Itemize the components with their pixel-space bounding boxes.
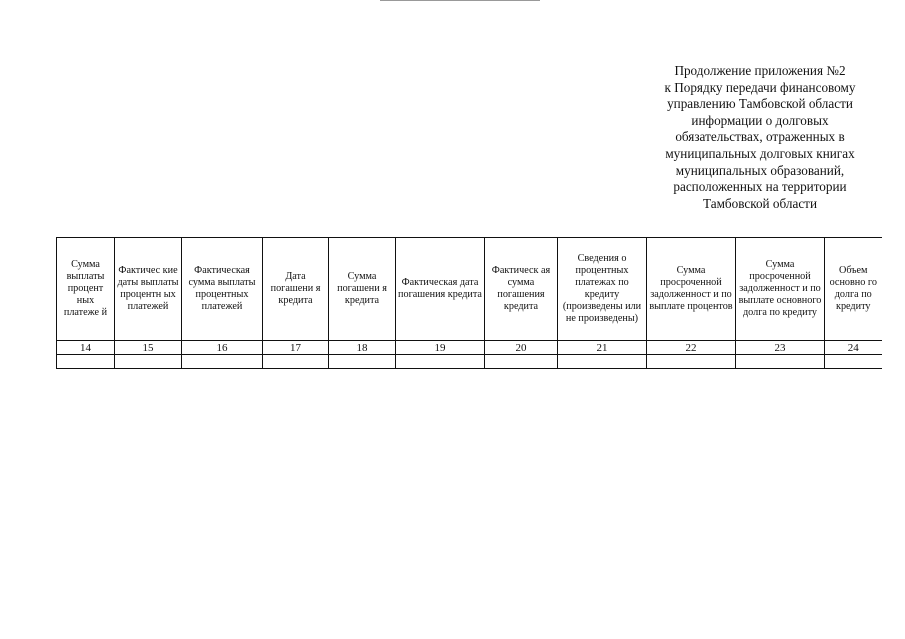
column-header: Сумма просроченной задолженност и по выплате основного долга по кредиту [736, 238, 825, 341]
column-number: 23 [736, 341, 825, 355]
column-header: Фактичес кие даты выплаты процентн ых платежей [115, 238, 182, 341]
table-row [57, 355, 882, 369]
column-header: Объем основно го долга по кредиту [825, 238, 882, 341]
column-number: 24 [825, 341, 882, 355]
table-cell [329, 355, 396, 369]
column-header: Дата погашени я кредита [263, 238, 329, 341]
table-cell [115, 355, 182, 369]
header-line: муниципальных долговых книгах [665, 145, 855, 161]
table-cell [736, 355, 825, 369]
column-header: Сумма просроченной задолженност и по выплате процентов [647, 238, 736, 341]
table-cell [396, 355, 485, 369]
column-header: Фактическ ая сумма погашения кредита [485, 238, 558, 341]
header-line: Продолжение приложения №2 [674, 63, 846, 78]
column-header: Сумма погашени я кредита [329, 238, 396, 341]
column-header: Сумма выплаты процент ных платеже й [57, 238, 115, 341]
column-number: 16 [182, 341, 263, 355]
table-cell [57, 355, 115, 369]
table-cell [263, 355, 329, 369]
column-number: 19 [396, 341, 485, 355]
column-number: 18 [329, 341, 396, 355]
column-number: 15 [115, 341, 182, 355]
column-number: 17 [263, 341, 329, 355]
column-number: 20 [485, 341, 558, 355]
column-number: 14 [57, 341, 115, 355]
column-number: 22 [647, 341, 736, 355]
column-number: 21 [558, 341, 647, 355]
column-number-row [57, 341, 882, 355]
header-line: Тамбовской области [703, 195, 817, 211]
header-line: обязательствах, отраженных в [675, 129, 845, 145]
top-scan-rule [380, 0, 540, 1]
header-line: к Порядку передачи финансовому [664, 79, 856, 95]
table-cell [182, 355, 263, 369]
table-cell [485, 355, 558, 369]
column-header: Фактическая сумма выплаты процентных платежей [182, 238, 263, 341]
header-line: расположенных на территории [673, 179, 847, 195]
table-header-row [57, 238, 882, 341]
header-line: муниципальных образований, [675, 162, 845, 178]
appendix-header [640, 63, 880, 212]
column-header: Сведения о процентных платежах по кредиту (произведены или не произведены) [558, 238, 647, 341]
debt-obligations-table [56, 237, 882, 369]
table-cell [558, 355, 647, 369]
header-line: информации о долговых [691, 112, 829, 128]
table-cell [647, 355, 736, 369]
column-header: Фактическая дата погашения кредита [396, 238, 485, 341]
table-cell [825, 355, 882, 369]
header-line: управлению Тамбовской области [667, 96, 853, 112]
